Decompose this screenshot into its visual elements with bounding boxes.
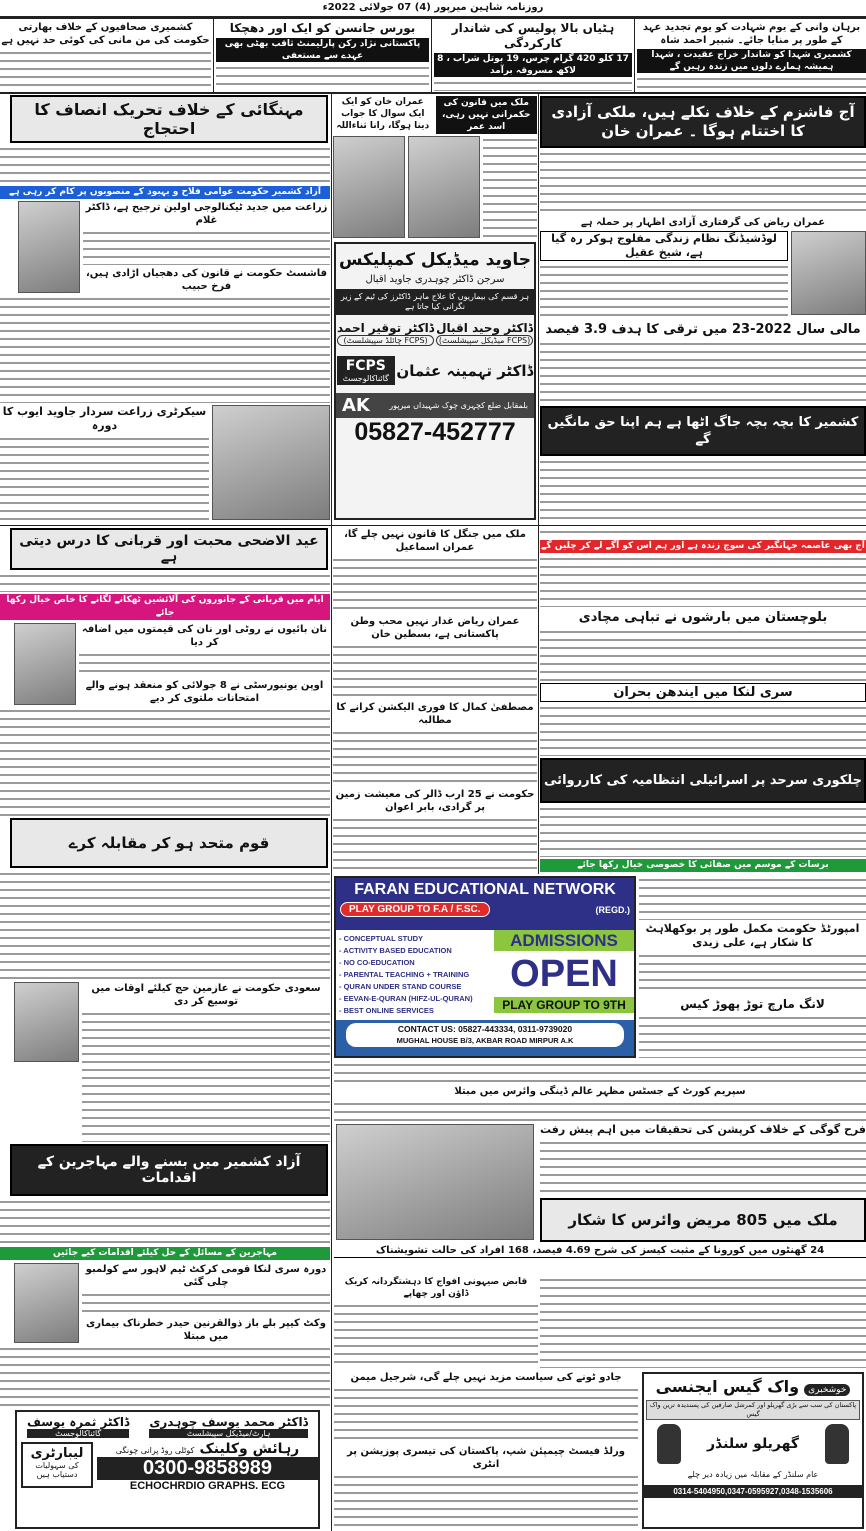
story-headline: 24 گھنٹوں میں کورونا کے مثبت کیسز کی شرح 4.69 فیصد، 168 افراد کی حالت تشویشناک (334, 1244, 866, 1258)
specialty: ہارٹ/میڈیکل سپیشلسٹ (149, 1429, 308, 1438)
column-rule (431, 19, 432, 92)
column-rule (331, 94, 332, 1531)
story-body (82, 1291, 330, 1315)
banner-headline: کشمیر کا بچہ بچہ جاگ اٹھا ہے ہم اپنا حق مانگیں گے (540, 406, 866, 456)
photo-official (14, 982, 79, 1062)
story-headline: ہٹیاں بالا پولیس کی شاندار کارکردگی (451, 21, 615, 50)
doctor-name: ڈاکٹر وحید اقبال (436, 321, 533, 335)
story-headline: فرح گوگی کے خلاف کرپشن کی تحقیقات میں اہم پیش رفت (540, 1123, 866, 1136)
story-body (0, 572, 330, 592)
story-headline: ورلڈ فیسٹ چیمپئن شپ، پاکستان کی تیسری پوزیشن پر انٹری (346, 1445, 625, 1470)
story-headline: ملک میں قانون کی حکمرانی نہیں رہی، اسد عمر (436, 96, 538, 134)
photo-politician (14, 623, 76, 705)
doctor-name: ڈاکٹر توقیر احمد (336, 321, 435, 335)
banner-headline: ملک میں 805 مریض وائرس کا شکار (540, 1198, 866, 1242)
ad-wak-gas-agency (642, 1372, 864, 1529)
story-body (639, 952, 866, 996)
story-headline: سعودی حکومت نے عازمین حج کیلئے اوقات میں توسیع کر دی (91, 983, 321, 1007)
story-headline: عمران ریاض کی گرفتاری آزادی اظہار پر حملہ ہے (580, 217, 826, 228)
story-headline: ملک میں جنگل کا قانون نہیں چلے گا، عمران اسماعیل (344, 529, 526, 553)
story-body (0, 295, 330, 403)
photo-person (14, 1263, 79, 1343)
story-headline: لوڈشیڈنگ نظام زندگی مفلوج ہوکر رہ گیا ہے، شیخ عقیل (540, 231, 788, 261)
ad-supervisor: سرجن ڈاکٹر چوہدری جاوید اقبال (365, 274, 505, 285)
column-rule (213, 19, 214, 92)
photo-imran-khan (791, 231, 866, 315)
story-body (540, 704, 866, 756)
feature: - NO CO-EDUCATION (339, 958, 415, 967)
story-headline: دورہ سری لنکا قومی کرکٹ ٹیم لاہور سے کولمبو چلی گئی (85, 1264, 327, 1288)
story-body (333, 816, 537, 873)
doctor-name: ڈاکٹر محمد یوسف چوہدری (149, 1415, 308, 1429)
contact: CONTACT US: 05827-443334, 0311-9739020 (397, 1024, 573, 1034)
story-headline: قابض صیہونی افواج کا دہشتگردانہ کریک ڈاؤن اور چھاپے (344, 1277, 528, 1299)
story-headline: عمران ریاض غدار نہیں محب وطن پاکستانی ہے، بسطین خان (350, 615, 520, 640)
story-body (434, 79, 632, 91)
story-body (639, 1014, 866, 1058)
story-headline: سیکرٹری زراعت سردار جاوید ایوب کا دورہ (2, 405, 207, 432)
story-headline: عمران خان کو ایک ایک سوال کا جواب دینا ہوگا، رانا ثناءاللہ (336, 97, 430, 131)
ad-phone: 05827-452777 (354, 418, 516, 446)
story-headline: بلوچستان میں بارشوں نے تباہی مچادی (578, 610, 828, 626)
ad-title: واک گیس ایجنسی (655, 1377, 800, 1396)
lead-banner: آج فاشزم کے خلاف نکلے ہیں، ملکی آزادی کا اختتام ہوگا ۔ عمران خان (540, 96, 866, 148)
story-body (540, 1139, 866, 1196)
story-body (637, 75, 866, 91)
divider (0, 16, 866, 19)
story-headline: سپریم کورٹ کے جسٹس مظہر عالم ڈینگی وائرس میں مبتلا (454, 1085, 746, 1097)
story-headline: مالی سال 2022-23 میں ترقی کا ہدف 3.9 فیصد (545, 322, 861, 337)
open: OPEN (510, 953, 618, 995)
story-headline: لانگ مارچ توڑ پھوڑ کیس (680, 997, 825, 1012)
story-body (0, 49, 211, 91)
story-headline: مصطفیٰ کمال کا فوری الیکشن کرانے کا مطالبہ (336, 702, 534, 726)
story-body (0, 435, 209, 523)
green-bar: مہاجرین کے مسائل کے حل کیلئے اقدامات کیے جائیں (0, 1247, 330, 1260)
story-body (0, 870, 330, 979)
story-body (334, 1386, 638, 1443)
story-body (82, 1010, 330, 1142)
clinic-address: کوٹلی روڈ پرانی چونگی (115, 1446, 195, 1455)
story-body (540, 628, 866, 680)
story-body (540, 555, 866, 607)
ad-phone: 0314-5404950,0347-0595927,0348-1535606 (644, 1485, 862, 1498)
cylinder-icon (825, 1424, 849, 1464)
story-body (79, 651, 330, 677)
story-headline: وکٹ کیپر بلے باز ذوالقرنین حیدر خطرناک بیماری میں مبتلا (86, 1318, 326, 1342)
doctor-qual: (FCPS چائلڈ سپیشلسٹ) (337, 335, 434, 346)
story-headline: کشمیری صحافیوں کے خلاف بھارتی حکومت کی من مانی کی کوئی حد نہیں ہے (1, 22, 210, 46)
story-headline: برہان وانی کے یوم شہادت کو یوم تجدید عہد کے طور پر منایا جائے۔ شبیر احمد شاہ (642, 22, 861, 46)
banner-headline: عید الاضحی محبت اور قربانی کا درس دیتی ہے (10, 528, 328, 570)
red-bar: آج بھی عاصمہ جہانگیر کی سوچ زندہ ہے اور ہم اس کو آگے لے کر چلیں گے (541, 541, 865, 551)
doctor-qual: (FCPS میڈیکل سپیشلسٹ) (436, 335, 533, 346)
story-body (639, 876, 866, 920)
ecg-label: ECHOCHRDIO GRAPHS. ECG (129, 1480, 286, 1492)
feature: - EEVAN-E-QURAN (HIFZ-UL-QURAN) (339, 994, 473, 1003)
story-headline: جادو ٹونے کی سیاست مزید نہیں چلے گی، شرجیل میمن (350, 1372, 622, 1383)
green-bar: برسات کے موسم میں صفائی کا خصوصی خیال رکھا جائے (540, 859, 866, 872)
story-body (483, 136, 537, 238)
photo-columnist (18, 201, 80, 293)
feature: - ACTIVITY BASED EDUCATION (339, 946, 452, 955)
ad-tagline: ہر قسم کی بیماریوں کا علاج ماہر ڈاکٹرز کی ٹیم کے زیر نگرانی کیا جاتا ہے (336, 289, 534, 315)
story-body (216, 64, 429, 91)
ad-address: بلمقابل ضلع کچہری چوک شہیداں میرپور (389, 401, 528, 410)
story-body (334, 1061, 866, 1083)
doctor-name: ڈاکٹر ثمرہ یوسف (27, 1415, 130, 1429)
story-headline: نان بائیوں نے روٹی اور نان کی قیمتوں میں اضافہ کر دیا (81, 624, 328, 648)
feature: - BEST ONLINE SERVICES (339, 1006, 434, 1015)
story-headline: بورس جانسن کو ایک اور دھچکا (229, 21, 416, 35)
story-body (540, 340, 866, 404)
ad-clinic (15, 1410, 320, 1529)
story-headline: سری لنکا میں ایندھن بحران (540, 683, 866, 702)
story-body (540, 1276, 866, 1368)
product: گھریلو سلنڈر (706, 1436, 800, 1452)
story-body (334, 1473, 638, 1530)
feature-list (336, 930, 494, 1020)
story-body (540, 458, 866, 522)
story-headline: اوپن یونیورسٹی نے 8 جولائی کو منعقد ہونے والے امتحانات ملتوی کر دیے (85, 680, 324, 704)
feature: - PARENTAL TEACHING + TRAINING (339, 970, 470, 979)
fcps-badge: FCPS (345, 358, 386, 374)
story-body (334, 1302, 538, 1368)
cylinder-icon (657, 1424, 681, 1464)
doctor-name: ڈاکٹر تہمینہ عثمان (396, 361, 534, 380)
blue-bar: آزاد کشمیر حکومت عوامی فلاح و بہبود کے منصوبوں پر کام کر رہی ہے (0, 186, 330, 199)
grade-range: PLAY GROUP TO 9TH (494, 997, 634, 1013)
ad-regd: (REGD.) (595, 904, 630, 915)
photo-asad-umar (408, 136, 480, 238)
lab-label: لیبارٹری (30, 1446, 84, 1461)
story-headline: فاشسٹ حکومت نے قانون کی دھجیاں اڑادی ہیں، فرخ حبیب (85, 268, 328, 292)
divider (0, 92, 866, 94)
magenta-bar: ایام میں قربانی کے جانوروں کی آلائشیں ٹھکانے لگانے کا خاص خیال رکھا جائے (0, 594, 330, 620)
specialty: گائناکالوجسٹ (342, 374, 389, 383)
photo-meeting (212, 405, 330, 520)
column-rule (634, 19, 635, 92)
story-body (333, 556, 537, 613)
masthead: روزنامہ شاہین میرپور (4) 07 جولائی 2022ء (322, 2, 544, 13)
story-body (334, 1100, 866, 1122)
badge: خوشخبری (804, 1384, 850, 1396)
clinic-name: رہائش وکلینک (199, 1441, 300, 1457)
admissions: ADMISSIONS (494, 930, 634, 951)
column-rule (538, 94, 539, 874)
story-body (540, 263, 788, 319)
story-body (540, 805, 866, 857)
story-body (540, 150, 866, 214)
address: MUGHAL HOUSE B/3, AKBAR ROAD MIRPUR A.K (396, 1036, 574, 1045)
specialty: گائناکالوجسٹ (27, 1429, 129, 1438)
clinic-phone: 0300-9858989 (97, 1457, 318, 1480)
ad-pill: PLAY GROUP TO F.A / F.SC. (340, 902, 490, 917)
banner-headline: چلکوری سرحد پر اسرائیلی انتظامیہ کی کارروائی (540, 758, 866, 803)
story-body (0, 1198, 330, 1245)
story-body (83, 229, 330, 265)
ad-line: پاکستان کی سب سے بڑی گھریلو اور کمرشل صارفین کی پسندیدہ ترین واک گیس (646, 1400, 860, 1420)
feature: - CONCEPTUAL STUDY (339, 934, 424, 943)
banner-headline: آزاد کشمیر میں بسنے والے مہاجرین کے اقدامات (10, 1144, 328, 1196)
story-body (0, 145, 330, 184)
ad-note: عام سلنڈر کے مقابلہ میں زیادہ دیر چلے (687, 1470, 819, 1479)
ad-title: FARAN EDUCATIONAL NETWORK (354, 881, 616, 898)
story-body (0, 707, 330, 816)
ad-javed-medical-complex (334, 242, 536, 520)
story-headline: امپورٹڈ حکومت مکمل طور پر بوکھلاہٹ کا شکار ہے، علی زیدی (645, 921, 860, 949)
banner-headline: مہنگائی کے خلاف تحریک انصاف کا احتجاج (10, 95, 328, 143)
photo-police-event (336, 1124, 534, 1240)
ad-title: جاوید میڈیکل کمپلیکس (339, 250, 531, 270)
ad-faran-educational-network (334, 876, 636, 1058)
feature: - QURAN UNDER STAND COURSE (339, 982, 462, 991)
story-subheadline: 17 کلو 420 گرام چرس، 19 بوتل شراب ، 8 لاکھ مسروقہ برآمد (434, 53, 632, 77)
lab-note: کی سہولیات دستیاب ہیں (35, 1461, 79, 1479)
story-body (0, 1345, 330, 1407)
story-subheadline: کشمیری شہدا کو شاندار خراج عقیدت ، شہدا ہمیشہ ہمارے دلوں میں زندہ رہیں گے (637, 49, 866, 73)
divider (0, 525, 866, 526)
banner-headline: قوم متحد ہو کر مقابلہ کرے (10, 818, 328, 868)
story-body (333, 729, 537, 786)
story-body (333, 643, 537, 700)
photo-rana-sanaullah (333, 136, 405, 238)
story-body (540, 528, 866, 538)
ad-ak: AK (342, 395, 370, 416)
story-subheadline: پاکستانی نژاد رکن پارلیمنٹ ثاقب بھٹی بھی عہدے سے مستعفی (216, 38, 429, 62)
story-headline: زراعت میں جدید ٹیکنالوجی اولین ترجیح ہے، ڈاکٹر غلام (85, 202, 328, 226)
story-headline: حکومت نے 25 ارب ڈالر کی معیشت زمین پر گرادی، بابر اعوان (335, 788, 535, 813)
